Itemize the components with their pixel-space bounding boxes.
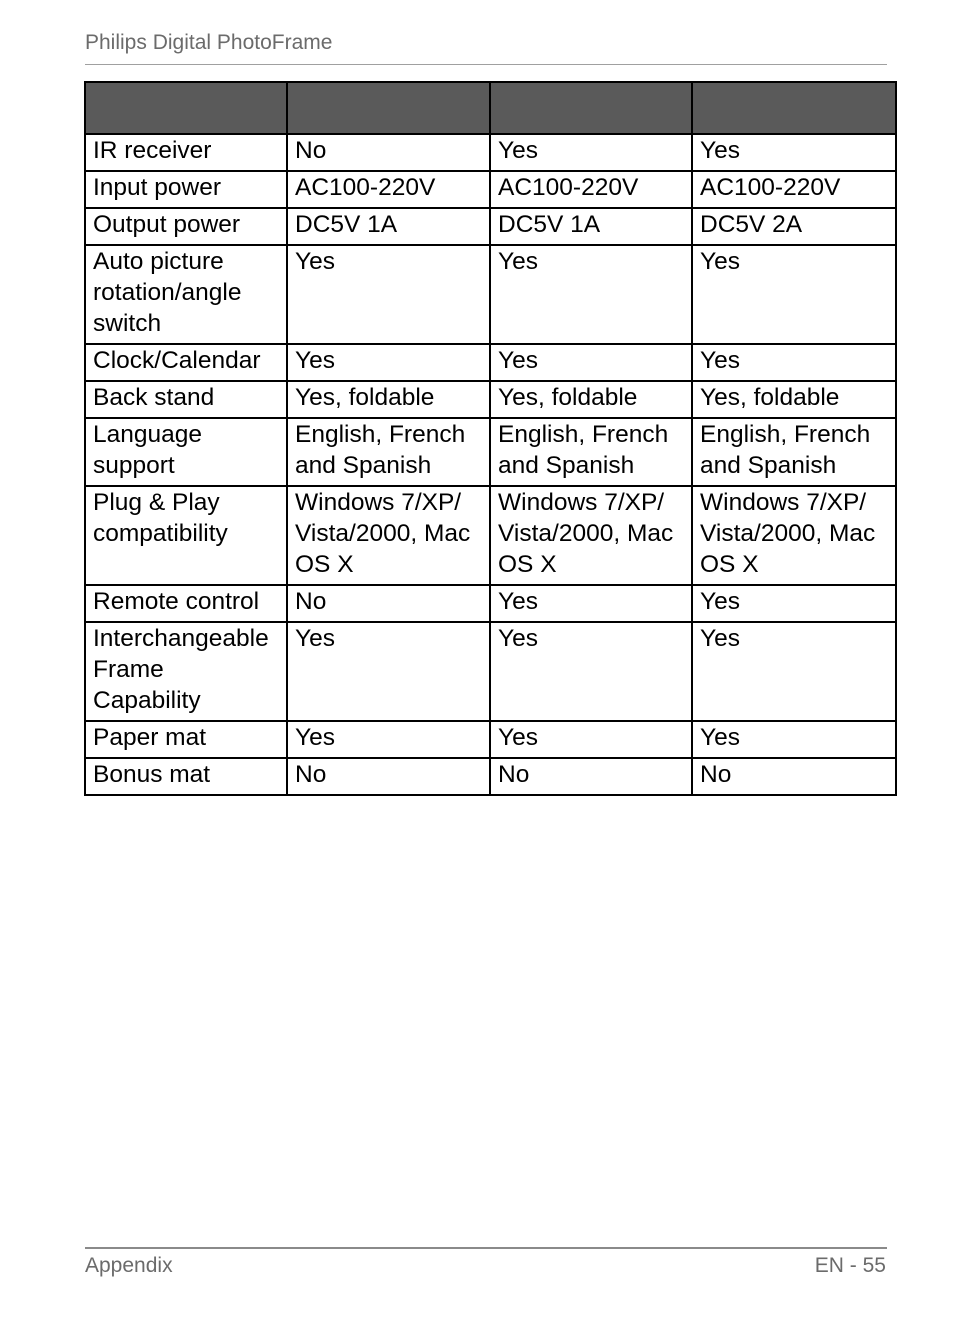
value-cell: Windows 7/XP/ Vista/2000, Mac OS X bbox=[692, 486, 896, 585]
table-row bbox=[85, 721, 896, 758]
value-cell: Yes bbox=[287, 245, 490, 344]
value-cell: DC5V 1A bbox=[490, 208, 692, 245]
value-cell: Windows 7/XP/ Vista/2000, Mac OS X bbox=[287, 486, 490, 585]
feature-cell: Language support bbox=[85, 418, 287, 486]
header-cell bbox=[692, 82, 896, 134]
table-row bbox=[85, 758, 896, 795]
header-rule bbox=[85, 64, 887, 65]
value-cell: AC100-220V bbox=[692, 171, 896, 208]
feature-cell: Input power bbox=[85, 171, 287, 208]
value-cell: Yes bbox=[490, 344, 692, 381]
table-row bbox=[85, 134, 896, 171]
value-cell: Yes bbox=[692, 721, 896, 758]
value-cell: Yes bbox=[490, 585, 692, 622]
value-cell: English, French and Spanish bbox=[287, 418, 490, 486]
value-cell: Yes bbox=[287, 344, 490, 381]
value-cell: Yes bbox=[490, 721, 692, 758]
value-cell: Yes bbox=[287, 622, 490, 721]
feature-cell: Bonus mat bbox=[85, 758, 287, 795]
feature-cell: Output power bbox=[85, 208, 287, 245]
table-row bbox=[85, 622, 896, 721]
feature-cell: Back stand bbox=[85, 381, 287, 418]
feature-cell: Remote control bbox=[85, 585, 287, 622]
page-number: EN - 55 bbox=[814, 1254, 886, 1277]
value-cell: No bbox=[692, 758, 896, 795]
value-cell: DC5V 2A bbox=[692, 208, 896, 245]
table-row bbox=[85, 585, 896, 622]
table-row bbox=[85, 418, 896, 486]
table-row bbox=[85, 245, 896, 344]
feature-cell: Auto picture rotation/angle switch bbox=[85, 245, 287, 344]
value-cell: Yes bbox=[490, 134, 692, 171]
running-header: Philips Digital PhotoFrame bbox=[85, 31, 333, 54]
value-cell: Yes bbox=[692, 245, 896, 344]
table-row bbox=[85, 208, 896, 245]
feature-cell: Paper mat bbox=[85, 721, 287, 758]
value-cell: Yes bbox=[692, 622, 896, 721]
value-cell: Yes bbox=[692, 585, 896, 622]
value-cell: Yes, foldable bbox=[490, 381, 692, 418]
table-row bbox=[85, 344, 896, 381]
value-cell: Yes, foldable bbox=[692, 381, 896, 418]
value-cell: Yes bbox=[287, 721, 490, 758]
value-cell: Yes bbox=[692, 344, 896, 381]
table-row bbox=[85, 171, 896, 208]
value-cell: No bbox=[490, 758, 692, 795]
value-cell: Yes bbox=[490, 622, 692, 721]
value-cell: AC100-220V bbox=[287, 171, 490, 208]
header-cell bbox=[287, 82, 490, 134]
value-cell: Yes bbox=[692, 134, 896, 171]
header-cell bbox=[85, 82, 287, 134]
value-cell: Yes bbox=[490, 245, 692, 344]
feature-cell: Interchangeable Frame Capability bbox=[85, 622, 287, 721]
spec-table bbox=[84, 81, 897, 796]
value-cell: AC100-220V bbox=[490, 171, 692, 208]
table-row bbox=[85, 381, 896, 418]
footer-section: Appendix bbox=[85, 1254, 173, 1277]
table-row bbox=[85, 486, 896, 585]
value-cell: No bbox=[287, 758, 490, 795]
feature-cell: IR receiver bbox=[85, 134, 287, 171]
value-cell: English, French and Spanish bbox=[490, 418, 692, 486]
header-cell bbox=[490, 82, 692, 134]
feature-cell: Clock/Calendar bbox=[85, 344, 287, 381]
value-cell: Yes, foldable bbox=[287, 381, 490, 418]
feature-cell: Plug & Play compatibility bbox=[85, 486, 287, 585]
footer-rule bbox=[85, 1247, 887, 1249]
table-header-row bbox=[85, 82, 896, 134]
value-cell: No bbox=[287, 585, 490, 622]
value-cell: Windows 7/XP/ Vista/2000, Mac OS X bbox=[490, 486, 692, 585]
value-cell: No bbox=[287, 134, 490, 171]
value-cell: DC5V 1A bbox=[287, 208, 490, 245]
value-cell: English, French and Spanish bbox=[692, 418, 896, 486]
spec-table-body bbox=[85, 134, 896, 795]
